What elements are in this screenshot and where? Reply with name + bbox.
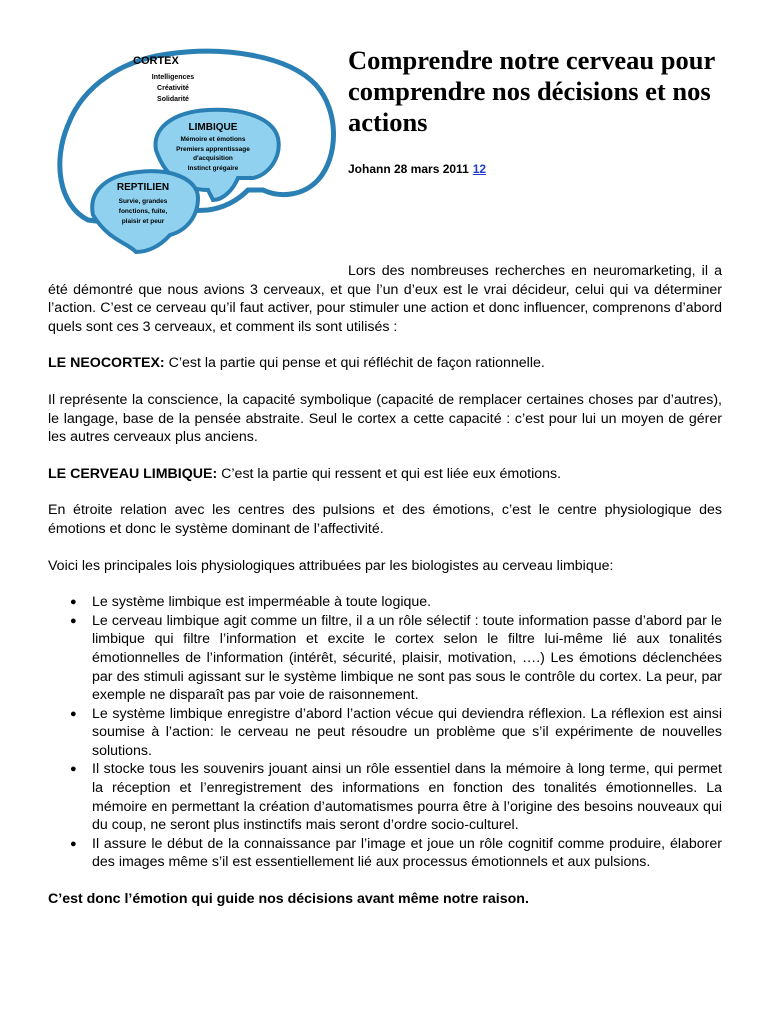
bullet-icon: ●	[70, 614, 77, 627]
cortex-title: CORTEX	[133, 55, 179, 67]
byline	[348, 162, 486, 176]
limbique-line: Premiers apprentissage	[176, 146, 250, 153]
limbique-text: C’est la partie qui ressent et qui est liée eux émotions.	[217, 465, 562, 482]
neocortex-detail: Il représente la conscience, la capacité symbolique (capacité de remplacer certaines choses par d’autres), le langage, base de la pensée abstraite. Seul le cortex a cette capacité : c’est pour lui un moyen de gérer les autres cerveaux plus anciens.	[48, 391, 722, 446]
reptilien-line: fonctions, fuite,	[118, 208, 168, 215]
comments-link[interactable]: 12	[472, 162, 487, 176]
list-item-text: Le système limbique enregistre d’abord l’action vécue qui deviendra réflexion. La réflexion est ainsi soumise à l’action: le cerveau ne peut résoudre un problème que s’il expérimente de nouvelles solutions.	[92, 705, 722, 759]
limbique-label: LE CERVEAU LIMBIQUE:	[48, 465, 218, 482]
list-item-text: Le cerveau limbique agit comme un filtre, il a un rôle sélectif : toute information passe d’abord par le limbique qui filtre l’information et excite le cortex selon le filtre lui-même lié aux tonalités émotionnelles de l’information (intérêt, sécurité, plaisir, motivation, ….) Les émotions déclenchées par des stimuli agissant sur le système limbique ne sont pas sous le contrôle du cortex. La peur, par exemple ne disparaît pas par voie de raisonnement.	[92, 612, 722, 704]
author-date: Johann 28 mars 2011	[348, 162, 469, 176]
laws-intro: Voici les principales lois physiologiques attribuées par les biologistes au cerveau limbique:	[48, 557, 614, 574]
bullet-icon: ●	[70, 596, 77, 609]
cortex-line: Intelligences	[151, 74, 195, 81]
page-title: Comprendre notre cerveau pour comprendre nos décisions et nos actions	[348, 45, 715, 137]
limbique-heading	[48, 465, 722, 484]
list-item-text: Il assure le début de la connaissance par l’image et joue un rôle cognitif comme produire, élaborer des images même s’il est essentiellement lié aux processus émotionnels et aux pulsions.	[92, 835, 722, 871]
neocortex-label: LE NEOCORTEX:	[48, 355, 165, 372]
list-item	[48, 835, 722, 872]
list-item	[48, 593, 722, 612]
list-item	[48, 760, 722, 834]
cortex-line: Créativité	[157, 85, 189, 92]
limbique-title: LIMBIQUE	[188, 122, 238, 133]
article-body	[48, 262, 722, 927]
bullet-icon: ●	[70, 707, 77, 720]
conclusion	[48, 890, 722, 909]
list-item	[48, 612, 722, 705]
reptilien-title: REPTILIEN	[116, 182, 170, 193]
limbique-detail: En étroite relation avec les centres des pulsions et des émotions, c’est le centre physiologique des émotions et donc le système dominant de l’affectivité.	[48, 502, 722, 537]
list-item	[48, 705, 722, 761]
limbique-line: d'acquisition	[193, 155, 233, 162]
bullet-icon: ●	[70, 763, 77, 776]
intro-paragraph: Lors des nombreuses recherches en neuromarketing, il a été démontré que nous avions 3 cerveaux, et que l’un d’eux est le vrai décideur, celui qui va déterminer l’action. C’est ce cerveau qu’il faut activer, pour stimuler une action et donc influencer, comprenons d’abord quels sont ces 3 cerveaux, et comment ils sont utilisés :	[48, 263, 722, 335]
reptilien-line: Survie, grandes	[118, 198, 168, 205]
limbique-line: Instinct grégaire	[187, 165, 239, 172]
neocortex-heading	[48, 354, 722, 373]
reptilien-line: plaisir et peur	[121, 218, 165, 225]
limbique-line: Mémoire et émotions	[180, 136, 246, 143]
neocortex-text: C’est la partie qui pense et qui réfléchit de façon rationnelle.	[164, 355, 545, 372]
list-item-text: Le système limbique est imperméable à toute logique.	[92, 594, 432, 611]
cortex-line: Solidarité	[157, 96, 189, 103]
list-item-text: Il stocke tous les souvenirs jouant ainsi un rôle essentiel dans la mémoire à long terme, qui permet la réception et l’enregistrement des informations en fonction des tonalités émotionnelles. La mémoire en permettant la création d’automatismes pourra être à l’origine des besoins nouveaux qui du coup, ne seront plus instinctifs mais seront d’ordre socio-culturel.	[92, 761, 722, 834]
brain-diagram	[48, 40, 348, 256]
bullet-icon: ●	[70, 837, 77, 850]
laws-list	[48, 593, 722, 872]
conclusion-text: C’est donc l’émotion qui guide nos décisions avant même notre raison.	[48, 891, 529, 908]
